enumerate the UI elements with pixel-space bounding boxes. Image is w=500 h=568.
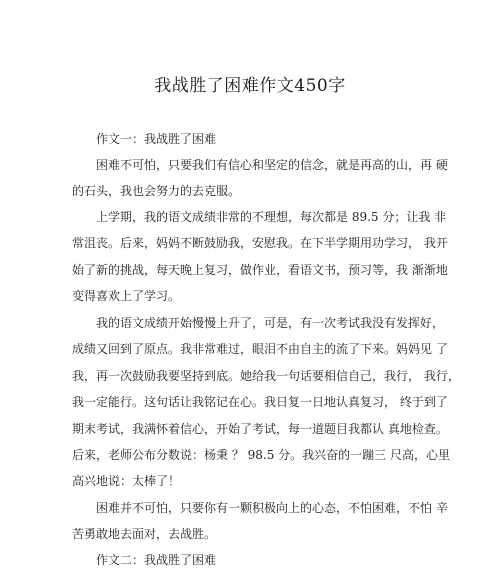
paragraph-line: 困难并不可怕，只要你有一颗积极向上的心态，不怕困难，不怕 辛: [96, 501, 448, 515]
paragraph-line: 变得喜欢上了学习。: [72, 289, 181, 303]
paragraph-line: 我，再一次鼓励我要坚持到底。她给我一句话要相信自己，我行， 我行，: [72, 369, 460, 383]
document-title: 我战胜了困难作文450字: [154, 76, 346, 96]
paragraph-line: 高兴地说：太棒了！: [72, 474, 181, 488]
section-heading-2: 作文二：我战胜了困难: [96, 553, 217, 567]
paragraph-line: 上学期，我的语文成绩非常的不理想，每次都是 89.5 分；让我 非: [96, 210, 447, 224]
paragraph-line: 始了新的挑战，每天晚上复习，做作业，看语文书，预习等，我 渐渐地: [72, 263, 448, 277]
paragraph-line: 常沮丧。后来，妈妈不断鼓励我，安慰我。在下半学期用功学习， 我开: [72, 236, 448, 250]
paragraph-line: 困难不可怕，只要我们有信心和坚定的信念，就是再高的山，再 硬: [96, 158, 448, 172]
paragraph-line: 我一定能行。这句话让我铭记在心。我日复一日地认真复习， 终于到了: [72, 395, 448, 409]
paragraph-line: 期末考试，我满怀着信心，开始了考试，每一道题目我都认 真地检查。: [72, 422, 448, 436]
paragraph-line: 后来，老师公布分数说：杨秉 ？ 98.5 分。我兴奋的一蹦三 尺高，心里: [72, 448, 450, 462]
paragraph-line: 苦勇敢地去面对，去战胜。: [72, 527, 217, 541]
section-heading-1: 作文一：我战胜了困难: [96, 132, 217, 146]
paragraph-line: 的石头，我也会努力的去克服。: [72, 184, 241, 198]
paragraph-line: 成绩又回到了原点。我非常难过，眼泪不由自主的流了下来。妈妈见 了: [72, 342, 448, 356]
paragraph-line: 我的语文成绩开始慢慢上升了，可是，有一次考试我没有发挥好，: [96, 316, 445, 330]
